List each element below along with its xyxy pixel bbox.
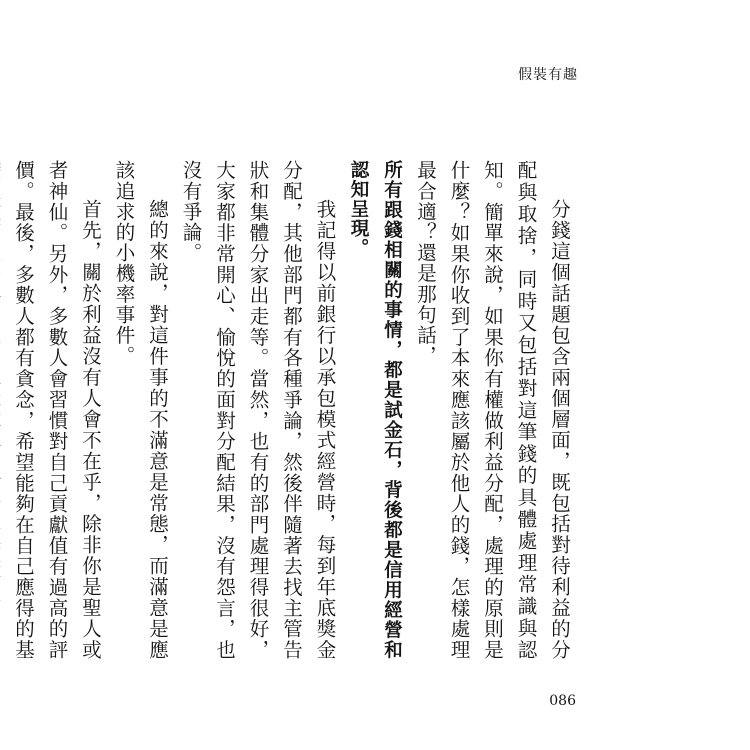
paragraph: 首先，關於利益沒有人會不在乎，除非你是聖人或者神仙。另外，多數人會習慣對自己貢獻值有過高的評價。最後，多數人都有貪念，希望能夠在自己應得的基	[12, 160, 102, 660]
body-text	[0, 160, 576, 660]
running-header: 假裝有趣	[518, 67, 578, 83]
bold-paragraph: 所有跟錢相關的事情，都是試金石，背後都是信用經營和認知呈現。	[348, 160, 403, 660]
paragraph: 我記得以前銀行以承包模式經營時，每到年底獎金分配，其他部門都有各種爭論，然後伴隨著去找主管告狀和集體分家出走等。當然，也有的部門處理得很好，大家都非常開心、愉悅的面對分配結果，沒有怨言，也沒有爭論。	[179, 160, 337, 660]
page-number: 086	[549, 693, 576, 709]
paragraph: 分錢這個話題包含兩個層面，既包括對待利益的分配與取捨，同時又包括對這筆錢的具體處理常識與認知。簡單來說，如果你有權做利益分配，處理的原則是什麼？如果你收到了本來應該屬於他人的錢，怎樣處理最合適？還是那句話，	[414, 160, 571, 660]
paragraph: 總的來說，對這件事的不滿意是常態，而滿意是應該追求的小機率事件。	[112, 160, 169, 660]
